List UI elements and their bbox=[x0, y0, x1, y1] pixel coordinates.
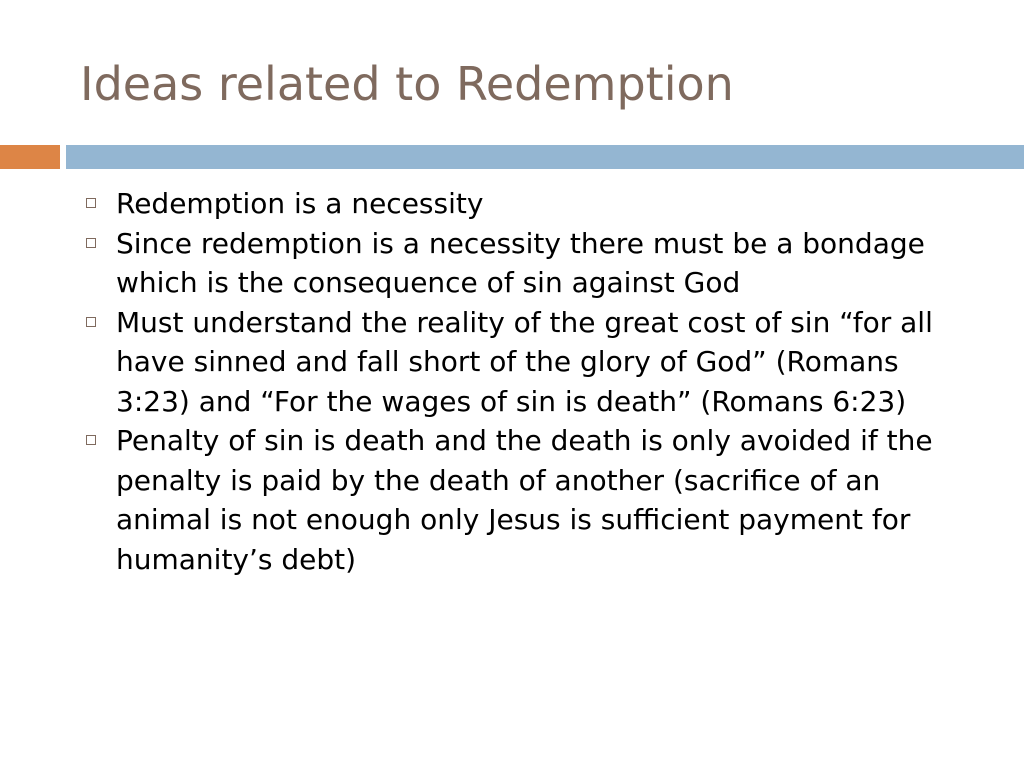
slide-title: Ideas related to Redemption bbox=[80, 57, 734, 111]
title-divider-bar bbox=[66, 145, 1024, 169]
bullet-text: Since redemption is a necessity there must be a bondage which is the consequence of sin against God bbox=[116, 226, 925, 299]
title-accent-bar bbox=[0, 145, 60, 169]
bullet-text: Must understand the reality of the great cost of sin “for all have sinned and fall short of the glory of God” (Romans 3:23) and “For the wages of sin is death” (Romans 6:23) bbox=[116, 305, 933, 418]
bullet-text: Redemption is a necessity bbox=[116, 187, 484, 220]
bullet-item bbox=[84, 303, 964, 422]
bullet-item bbox=[84, 224, 964, 303]
square-bullet-icon bbox=[86, 238, 96, 248]
square-bullet-icon bbox=[86, 317, 96, 327]
square-bullet-icon bbox=[86, 198, 96, 208]
bullet-item bbox=[84, 184, 964, 224]
square-bullet-icon bbox=[86, 435, 96, 445]
bullet-list bbox=[84, 184, 964, 579]
bullet-item bbox=[84, 421, 964, 579]
bullet-text: Penalty of sin is death and the death is only avoided if the penalty is paid by the death of another (sacrifice of an animal is not enough only Jesus is sufficient payment for humanity’s debt) bbox=[116, 424, 933, 576]
